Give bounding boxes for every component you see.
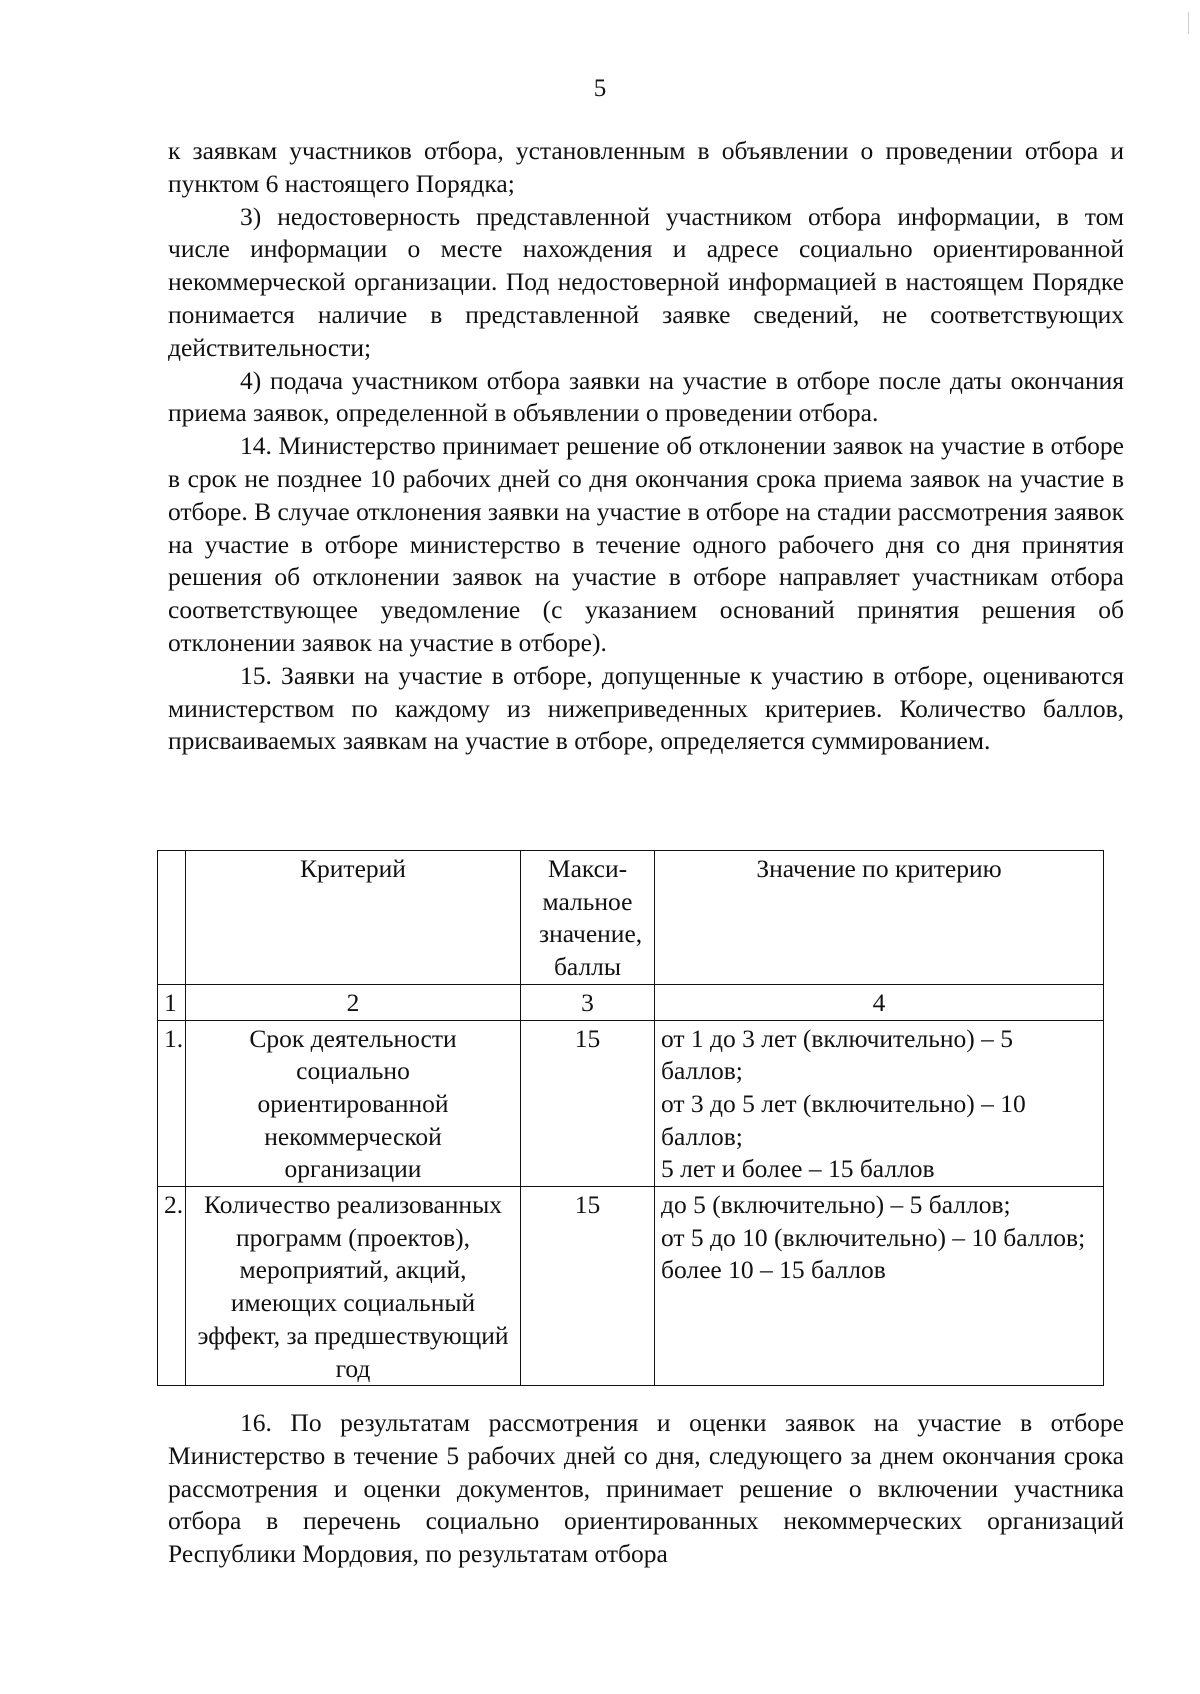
value-line: от 5 до 10 (включительно) – 10 баллов; [661,1222,1086,1252]
row-number: 1. [158,1020,186,1187]
paragraph-clause-14: 14. Министерство принимает решение об отклонении заявок на участие в отборе в срок не позднее 10 рабочих дней со дня окончания срока приема заявок на участие в отборе. В случае отклонения заявки на участие в отборе на стадии рассмотрения заявок на участие в отборе министерство в течение одного рабочего дня со дня принятия решения об отклонении заявок на участие в отборе направляет участникам отбора соответствующее уведомление (с указанием оснований принятия решения об отклонении заявок на участие в отборе). [168,431,1125,657]
paragraph-item-4: 4) подача участником отбора заявки на участие в отборе после даты окончания приема заявок, определенной в объявлении о проведении отбора. [168,365,1124,428]
paragraph-clause-15: 15. Заявки на участие в отборе, допущенные к участию в отборе, оцениваются министерством по каждому из нижеприведенных критериев. Количество баллов, присваиваемых заявкам на участие в отборе, определяется суммированием. [168,660,1124,756]
column-number-row [158,984,1104,1020]
value-line: более 10 – 15 баллов [661,1255,886,1285]
after-table-text [168,1407,1124,1571]
header-max-value-cell: Макси-мальное значение, баллы [521,851,655,985]
header-num-cell [158,851,186,985]
header-criterion-cell: Критерий [186,851,521,985]
column-number-1: 1 [158,984,186,1020]
column-number-4: 4 [655,984,1104,1020]
column-number-2: 2 [186,984,521,1020]
value-cell [655,1020,1104,1187]
criterion-cell: Срок деятельности социально ориентированной некоммерческой организации [186,1020,521,1187]
max-value-cell: 15 [521,1187,655,1386]
paragraph-continuation: к заявкам участников отбора, установленным в объявлении о проведении отбора и пунктом 6 настоящего Порядка; [168,136,1124,198]
column-number-3: 3 [521,984,655,1020]
criteria-table [157,850,1104,1386]
value-line: 5 лет и более – 15 баллов [661,1154,935,1184]
row-number: 2. [158,1187,186,1386]
table-header-row [158,851,1104,985]
value-line: от 3 до 5 лет (включительно) – 10 баллов; [661,1088,1026,1151]
paragraph-item-3: 3) недостоверность представленной участником отбора информации, в том числе информации о месте нахождения и адресе социально ориентированной некоммерческой организации. Под недостоверной информацией в настоящем Порядке понимается наличие в представленной заявке сведений, не соответствующих действительности; [168,201,1124,362]
value-line: до 5 (включительно) – 5 баллов; [661,1190,1011,1220]
value-line: от 1 до 3 лет (включительно) – 5 баллов; [661,1023,1013,1086]
max-value-cell: 15 [521,1020,655,1187]
page-number: 5 [593,75,607,102]
scan-edge-mark [1188,12,1189,34]
criteria-table-wrapper [157,850,1104,1386]
header-value-cell: Значение по критерию [655,851,1104,985]
criterion-cell: Количество реализованных программ (проектов), мероприятий, акций, имеющих социальный эффект, за предшествующий год [186,1187,521,1386]
body-text [168,135,1124,758]
value-cell [655,1187,1104,1386]
table-row [158,1187,1104,1386]
paragraph-clause-16: 16. По результатам рассмотрения и оценки заявок на участие в отборе Министерство в течение 5 рабочих дней со дня, следующего за днем окончания срока рассмотрения и оценки документов, принимает решение о включении участника отбора в перечень социально ориентированных некоммерческих организаций Республики Мордовия, по результатам отбора [168,1408,1124,1569]
table-row [158,1020,1104,1187]
